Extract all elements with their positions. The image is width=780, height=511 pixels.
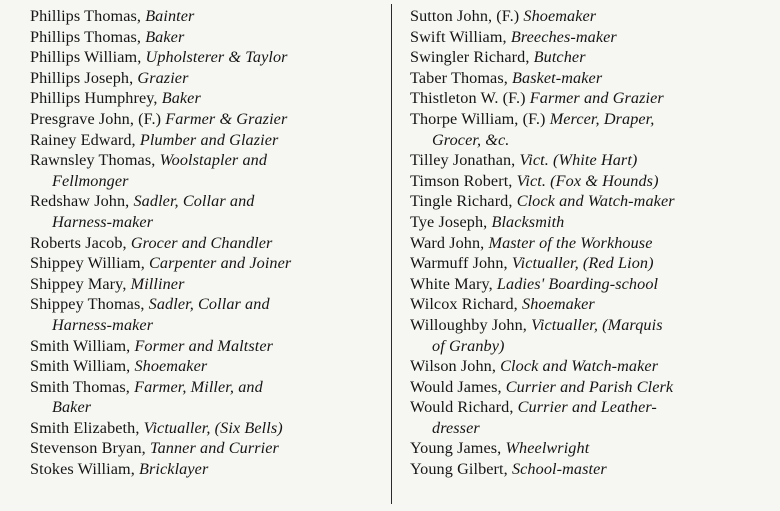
entry-name: Tilley Jonathan, — [410, 151, 516, 170]
entry — [410, 253, 770, 274]
entry-occupation: Victualler, (Red Lion) — [511, 254, 654, 273]
entry-name: Presgrave John, (F.) — [30, 109, 162, 128]
entry-occupation: Farmer & Grazier — [165, 109, 288, 128]
entry-occupation: Clock and Watch-maker — [500, 357, 659, 376]
entry-occupation: Basket-maker — [512, 68, 603, 87]
entry-occupation: Carpenter and Joiner — [149, 254, 292, 273]
entry-name: Swingler Richard, — [410, 48, 530, 67]
entry — [410, 88, 770, 109]
entry — [30, 191, 386, 232]
entry-occupation-continued: dresser — [432, 418, 480, 437]
entry-occupation: Grocer and Chandler — [130, 233, 273, 252]
entry — [30, 274, 386, 295]
entry-occupation: Sadler, Collar and — [148, 295, 270, 314]
entry — [30, 6, 386, 27]
entry-occupation: Wheelwright — [505, 439, 590, 458]
entry-occupation: Master of the Workhouse — [488, 233, 653, 252]
entry-name: Rawnsley Thomas, — [30, 151, 156, 170]
entry-occupation-continued: Harness-maker — [52, 315, 154, 334]
entry-name: Thistleton W. (F.) — [410, 89, 526, 108]
entry — [30, 294, 386, 335]
entry — [30, 68, 386, 89]
entry — [410, 356, 770, 377]
entry-occupation: Currier and Leather- — [517, 398, 657, 417]
entry-occupation: Baker — [161, 89, 201, 108]
entry-occupation: Baker — [145, 27, 185, 46]
entry-occupation: Vict. (Fox & Hounds) — [516, 171, 659, 190]
entry-occupation: Sadler, Collar and — [133, 192, 255, 211]
entry-name: Wilson John, — [410, 357, 496, 376]
entry-name: Would Richard, — [410, 398, 514, 417]
entry — [410, 315, 770, 356]
entry — [410, 397, 770, 438]
entry-name: Phillips Thomas, — [30, 27, 142, 46]
entry-name: Willoughby John, — [410, 315, 527, 334]
entry — [410, 171, 770, 192]
entry — [30, 27, 386, 48]
entry-occupation: Bainter — [145, 7, 195, 25]
entry-occupation-continued: Grocer, &c. — [432, 130, 510, 149]
entry — [410, 150, 770, 171]
entry-name: Shippey Mary, — [30, 274, 127, 293]
entry-occupation: Ladies' Boarding-school — [496, 274, 659, 293]
entry-occupation: Shoemaker — [134, 357, 208, 376]
entry-occupation: Currier and Parish Clerk — [505, 377, 674, 396]
entry-occupation: Victualler, (Marquis — [531, 315, 663, 334]
entry-occupation-continued: Harness-maker — [52, 212, 154, 231]
entry — [410, 191, 770, 212]
entry — [410, 6, 770, 27]
entry-occupation: Vict. (White Hart) — [519, 151, 638, 170]
entry-name: Phillips William, — [30, 48, 142, 67]
entry-occupation: Woolstapler and — [159, 151, 268, 170]
left-column — [30, 6, 386, 480]
entry — [30, 130, 386, 151]
entry — [410, 109, 770, 150]
entry-occupation: Grazier — [137, 68, 189, 87]
entry-occupation-continued: Fellmonger — [52, 171, 129, 190]
entry-name: Roberts Jacob, — [30, 233, 127, 252]
entry-occupation: Butcher — [533, 48, 586, 67]
entry-name: Rainey Edward, — [30, 130, 136, 149]
entry — [30, 356, 386, 377]
entry-name: Shippey William, — [30, 254, 145, 273]
entry-name: Smith William, — [30, 357, 131, 376]
entry-name: Stokes William, — [30, 460, 135, 479]
entry — [410, 459, 770, 480]
entry-occupation: School-master — [511, 460, 607, 479]
entry — [30, 418, 386, 439]
entry — [30, 109, 386, 130]
entry — [410, 47, 770, 68]
entry — [410, 212, 770, 233]
entry-name: Redshaw John, — [30, 192, 130, 211]
entry-name: Phillips Thomas, — [30, 7, 142, 25]
entry-occupation: Shoemaker — [523, 7, 597, 25]
entry-name: Phillips Humphrey, — [30, 89, 158, 108]
entry-name: Smith William, — [30, 336, 131, 355]
entry-name: Young Gilbert, — [410, 460, 508, 479]
entry-occupation: Milliner — [130, 274, 185, 293]
entry — [30, 377, 386, 418]
entry — [410, 294, 770, 315]
entry — [30, 253, 386, 274]
entry-occupation: Farmer, Miller, and — [134, 377, 263, 396]
entry-name: Smith Thomas, — [30, 377, 130, 396]
entry-name: Taber Thomas, — [410, 68, 508, 87]
entry-name: Wilcox Richard, — [410, 295, 518, 314]
entry-occupation-continued: Baker — [52, 398, 92, 417]
entry — [30, 438, 386, 459]
entry — [410, 27, 770, 48]
entry-occupation: Tanner and Currier — [149, 439, 279, 458]
entry-name: Would James, — [410, 377, 502, 396]
entry-occupation: Mercer, Draper, — [549, 109, 655, 128]
entry-name: Ward John, — [410, 233, 485, 252]
entry — [410, 68, 770, 89]
entry — [410, 233, 770, 254]
entry — [30, 150, 386, 191]
right-column — [410, 6, 770, 480]
entry-name: Timson Robert, — [410, 171, 513, 190]
entry-occupation: Plumber and Glazier — [139, 130, 279, 149]
entry-occupation: Shoemaker — [522, 295, 595, 314]
entry — [410, 438, 770, 459]
entry — [410, 377, 770, 398]
entry-name: Warmuff John, — [410, 254, 508, 273]
entry-name: Smith Elizabeth, — [30, 418, 140, 437]
entry-name: Tingle Richard, — [410, 192, 513, 211]
entry — [30, 233, 386, 254]
entry — [30, 336, 386, 357]
entry-occupation: Upholsterer & Taylor — [145, 48, 288, 67]
entry-name: Swift William, — [410, 27, 507, 46]
entry-name: Sutton John, (F.) — [410, 7, 520, 25]
entry-occupation: Bricklayer — [139, 460, 209, 479]
entry-occupation: Breeches-maker — [510, 27, 617, 46]
entry-name: Thorpe William, (F.) — [410, 109, 546, 128]
entry — [30, 88, 386, 109]
entry-name: Stevenson Bryan, — [30, 439, 146, 458]
entry-occupation: Victualler, (Six Bells) — [143, 418, 283, 437]
entry — [410, 274, 770, 295]
entry-name: Tye Joseph, — [410, 212, 488, 231]
entry-occupation: Former and Maltster — [134, 336, 274, 355]
entry-occupation-continued: of Granby) — [432, 336, 505, 355]
entry-name: Young James, — [410, 439, 502, 458]
entry-occupation: Farmer and Grazier — [529, 89, 664, 108]
entry-name: Shippey Thomas, — [30, 295, 145, 314]
entry-name: Phillips Joseph, — [30, 68, 134, 87]
entry — [30, 459, 386, 480]
entry-occupation: Clock and Watch-maker — [516, 192, 675, 211]
entry-occupation: Blacksmith — [491, 212, 565, 231]
entry — [30, 47, 386, 68]
entry-name: White Mary, — [410, 274, 493, 293]
column-divider — [391, 4, 392, 504]
